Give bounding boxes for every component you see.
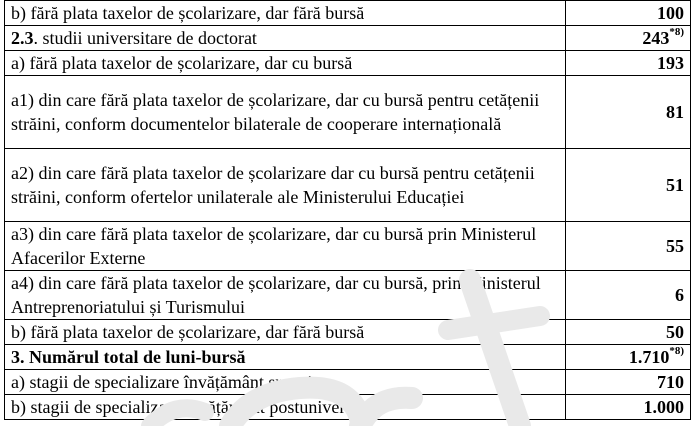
row-value xyxy=(566,395,691,420)
row-text: b) stagii de specializare învățământ postuniversitar xyxy=(11,397,377,417)
row-value xyxy=(566,76,691,149)
row-value xyxy=(566,345,691,370)
row-value-number: 710 xyxy=(657,372,684,392)
table-row xyxy=(5,320,691,345)
row-value xyxy=(566,1,691,26)
table-row xyxy=(5,271,691,320)
row-label xyxy=(5,222,566,271)
row-label xyxy=(5,320,566,345)
section-heading: 3. Numărul total de luni-bursă xyxy=(11,347,246,367)
row-value xyxy=(566,320,691,345)
row-text: a4) din care fără plata taxelor de școlarizare, dar cu bursă, prin Ministerul Antreprenoriatului și Turismului xyxy=(11,273,541,317)
table-row xyxy=(5,1,691,26)
row-value xyxy=(566,271,691,320)
row-value xyxy=(566,370,691,395)
row-value-number: 50 xyxy=(666,322,684,342)
table-row xyxy=(5,395,691,420)
row-label xyxy=(5,76,566,149)
row-value-number: 81 xyxy=(666,102,684,122)
footnote-marker: *8) xyxy=(669,345,684,357)
row-text: b) fără plata taxelor de școlarizare, dar fără bursă xyxy=(11,322,365,342)
row-value-number: 193 xyxy=(657,53,684,73)
row-text: a) fără plata taxelor de școlarizare, dar cu bursă xyxy=(11,53,353,73)
row-label xyxy=(5,26,566,51)
row-label xyxy=(5,370,566,395)
row-value xyxy=(566,149,691,222)
table-row xyxy=(5,26,691,51)
row-label xyxy=(5,345,566,370)
row-value-number: 6 xyxy=(675,285,684,305)
row-value xyxy=(566,26,691,51)
footnote-marker: *8) xyxy=(669,26,684,38)
row-text: a2) din care fără plata taxelor de școlarizare dar cu bursă pentru cetățenii străini, conform ofertelor unilaterale ale Ministerului Educației xyxy=(11,163,535,207)
document-table xyxy=(4,0,691,420)
row-value-number: 1.710 xyxy=(628,347,670,367)
table-row xyxy=(5,222,691,271)
row-value-number: 55 xyxy=(666,236,684,256)
row-value xyxy=(566,51,691,76)
row-value-number: 243 xyxy=(642,28,670,48)
section-number: 2.3 xyxy=(11,28,34,48)
row-label xyxy=(5,395,566,420)
row-text: a1) din care fără plata taxelor de școlarizare, dar cu bursă pentru cetățenii străini, conform documentelor bilaterale de cooperare internațională xyxy=(11,90,540,134)
table-row xyxy=(5,51,691,76)
row-text: b) fără plata taxelor de școlarizare, dar fără bursă xyxy=(11,3,365,23)
row-value-number: 1.000 xyxy=(643,397,684,417)
table-row xyxy=(5,370,691,395)
table-row xyxy=(5,345,691,370)
row-text: . studii universitare de doctorat xyxy=(33,28,257,48)
row-value xyxy=(566,222,691,271)
row-label xyxy=(5,271,566,320)
row-label xyxy=(5,149,566,222)
row-label xyxy=(5,1,566,26)
table-row xyxy=(5,149,691,222)
row-value-number: 51 xyxy=(666,175,684,195)
row-text: a3) din care fără plata taxelor de școlarizare, dar cu bursă prin Ministerul Afacerilor Externe xyxy=(11,224,537,268)
row-text: a) stagii de specializare învățământ superior xyxy=(11,372,328,392)
row-value-number: 100 xyxy=(657,3,684,23)
row-label xyxy=(5,51,566,76)
table-row xyxy=(5,76,691,149)
